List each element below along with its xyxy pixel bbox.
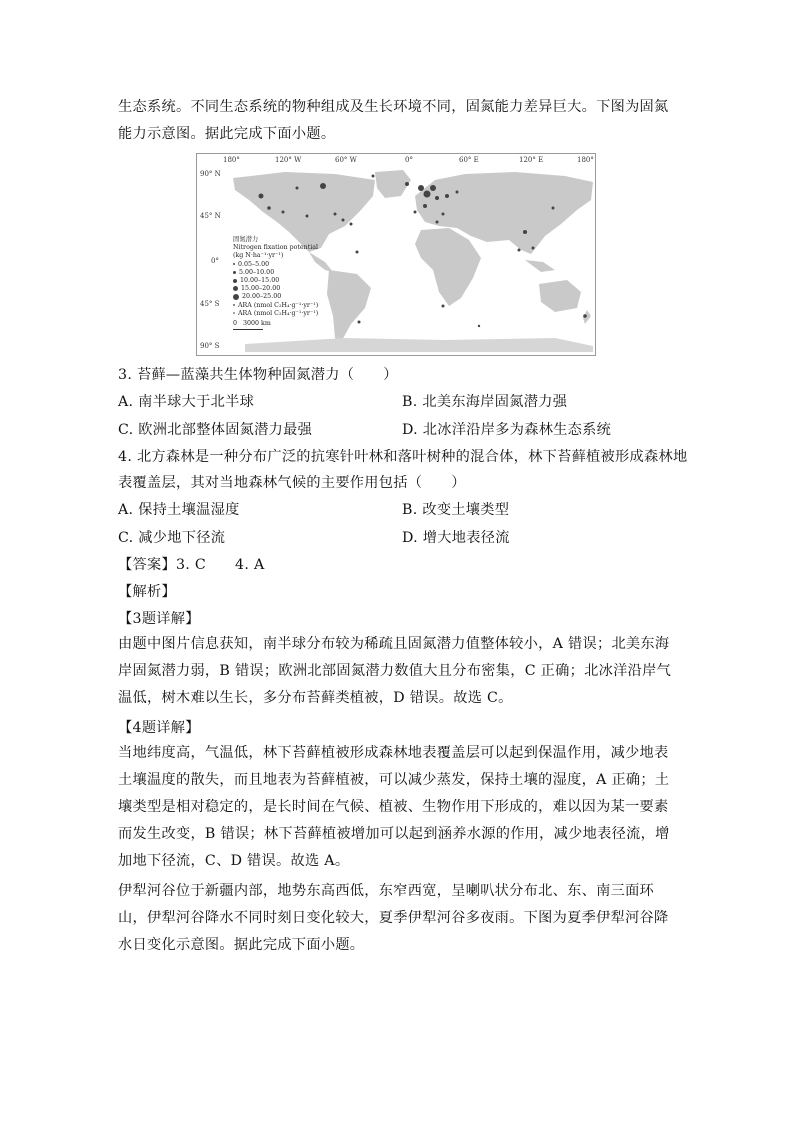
data-point <box>442 305 445 308</box>
lon-tick: 60° W <box>335 156 357 164</box>
legend-label: 15.00–20.00 <box>241 285 281 293</box>
q4-option-c[interactable]: C. 减少地下径流 <box>118 530 226 546</box>
data-point <box>552 207 555 210</box>
lon-tick: 60° E <box>459 156 479 164</box>
map-legend <box>233 236 318 330</box>
q3-option-b[interactable]: B. 北美东海岸固氮潜力强 <box>402 394 568 410</box>
lon-tick: 180° <box>223 156 240 164</box>
data-point <box>350 223 353 226</box>
data-point <box>518 249 521 252</box>
lon-tick: 120° W <box>275 156 302 164</box>
legend-dot-icon <box>233 271 236 274</box>
data-point <box>296 187 299 190</box>
data-point <box>356 251 359 254</box>
lat-tick: 0° <box>211 257 219 265</box>
lat-tick: 45° S <box>200 300 220 308</box>
lat-tick: 90° S <box>200 342 220 350</box>
legend-title-en: Nitrogen fixation potential <box>233 244 319 252</box>
q3-stem: 3. 苔藓—蓝藻共生体物种固氮潜力（ ） <box>118 367 398 383</box>
intro-paragraph: 生态系统。不同生态系统的物种组成及生长环境不同，固氮能力差异巨大。下图为固氮能力示意图。据此完成下面小题。 <box>118 99 669 142</box>
legend-dot-icon <box>233 263 235 265</box>
data-point <box>372 175 375 178</box>
q4-detail-label: 【4题详解】 <box>118 720 200 736</box>
legend-item <box>233 285 318 293</box>
q4-option-b[interactable]: B. 改变土壤类型 <box>402 502 510 518</box>
data-point <box>478 325 480 327</box>
data-point <box>430 185 436 191</box>
legend-label: 10.00–15.00 <box>240 277 280 285</box>
data-point <box>423 204 427 208</box>
data-point <box>435 196 439 200</box>
legend-label: ARA (nmol C₂H₄·g⁻¹·yr⁻¹) <box>238 309 319 317</box>
data-point <box>424 191 431 198</box>
legend-title-cn: 固氮潜力 <box>233 236 259 243</box>
legend-label: 5.00–10.00 <box>239 268 275 276</box>
legend-item <box>233 261 318 269</box>
data-point <box>405 182 409 186</box>
lat-tick: 90° N <box>200 170 221 178</box>
q3-option-c[interactable]: C. 欧洲北部整体固氮潜力最强 <box>118 422 313 438</box>
q4-option-a[interactable]: A. 保持土壤温湿度 <box>118 502 240 518</box>
data-point <box>414 211 417 214</box>
scale-bar <box>233 320 318 328</box>
scale-label: 3000 km <box>243 320 271 328</box>
legend-item <box>233 293 318 301</box>
q4-stem-line2: 表覆盖层，其对当地森林气候的主要作用包括（ ） <box>118 475 466 491</box>
data-point <box>320 183 326 189</box>
q4-option-d[interactable]: D. 增大地表径流 <box>402 530 510 546</box>
legend-label: 0.05–5.00 <box>238 260 270 268</box>
data-point <box>282 211 285 214</box>
scale-zero: 0 <box>233 320 238 328</box>
legend-unit: (kg N·ha⁻¹·yr⁻¹) <box>233 252 284 260</box>
q3-detail-label: 【3题详解】 <box>118 611 200 627</box>
scale-line <box>233 329 263 330</box>
data-point <box>445 194 449 198</box>
data-point <box>306 215 309 218</box>
legend-label: 20.00–25.00 <box>242 293 282 301</box>
legend-dot-icon <box>233 294 239 300</box>
next-intro-text: 伊犁河谷位于新疆内部，地势东高西低，东窄西宽，呈喇叭状分布北、东、南三面环山，伊犁河谷降水不同时刻日变化较大，夏季伊犁河谷多夜雨。下图为夏季伊犁河谷降水日变化示意图。据此完成下面小题。 <box>118 883 669 953</box>
legend-item <box>233 302 318 310</box>
lon-tick: 120° E <box>519 156 544 164</box>
data-point <box>334 213 337 216</box>
data-point <box>523 230 527 234</box>
data-point <box>267 206 271 210</box>
data-point <box>583 314 587 318</box>
q3-option-a[interactable]: A. 南半球大于北半球 <box>118 394 255 410</box>
legend-dot-icon <box>233 312 235 314</box>
q3-option-d[interactable]: D. 北冰洋沿岸多为森林生态系统 <box>402 422 612 438</box>
data-point <box>259 194 264 199</box>
legend-item <box>233 277 318 285</box>
lon-tick: 0° <box>405 156 413 164</box>
legend-item <box>233 310 318 318</box>
legend-dot-icon <box>233 279 237 283</box>
q4-detail-text: 当地纬度高，气温低，林下苔藓植被形成森林地表覆盖层可以起到保温作用，减少地表土壤温度的散失，而且地表为苔藓植被，可以减少蒸发，保持土壤的湿度，A 正确；土壤类型是相对稳定的，是长时间在气候、植被、生物作用下形成的，难以因为某一要素而发生改变，B 错误；林下苔藓植被增加可以起到涵养水源的作用，减少地表径流，增加地下径流，C、D 错误。故选 A。 <box>118 745 670 869</box>
lon-tick: 180° <box>577 156 594 164</box>
data-point <box>342 219 345 222</box>
lat-tick: 45° N <box>200 212 221 220</box>
data-point <box>442 213 445 216</box>
data-point <box>358 321 361 324</box>
data-point <box>418 185 424 191</box>
data-point <box>436 221 439 224</box>
legend-item <box>233 269 318 277</box>
data-point <box>532 247 535 250</box>
legend-label: ARA (nmol C₂H₄·g⁻¹·yr⁻¹) <box>238 301 319 309</box>
data-point <box>456 191 459 194</box>
analysis-label: 【解析】 <box>118 584 176 600</box>
nitrogen-fixation-map <box>196 153 596 356</box>
legend-dot-icon <box>233 304 235 306</box>
answer-line: 【答案】3. C 4. A <box>118 557 265 573</box>
q4-stem-line1: 4. 北方森林是一种分布广泛的抗寒针叶林和落叶树种的混合体，林下苔藓植被形成森林地 <box>118 449 688 465</box>
q3-detail-text: 由题中图片信息获知，南半球分布较为稀疏且固氮潜力值整体较小，A 错误；北美东海岸固氮潜力弱，B 错误；欧洲北部固氮潜力数值大且分布密集，C 正确；北冰洋沿岸气温低，树木难以生长，多分布苔藓类植被，D 错误。故选 C。 <box>118 636 672 706</box>
legend-dot-icon <box>233 286 238 291</box>
